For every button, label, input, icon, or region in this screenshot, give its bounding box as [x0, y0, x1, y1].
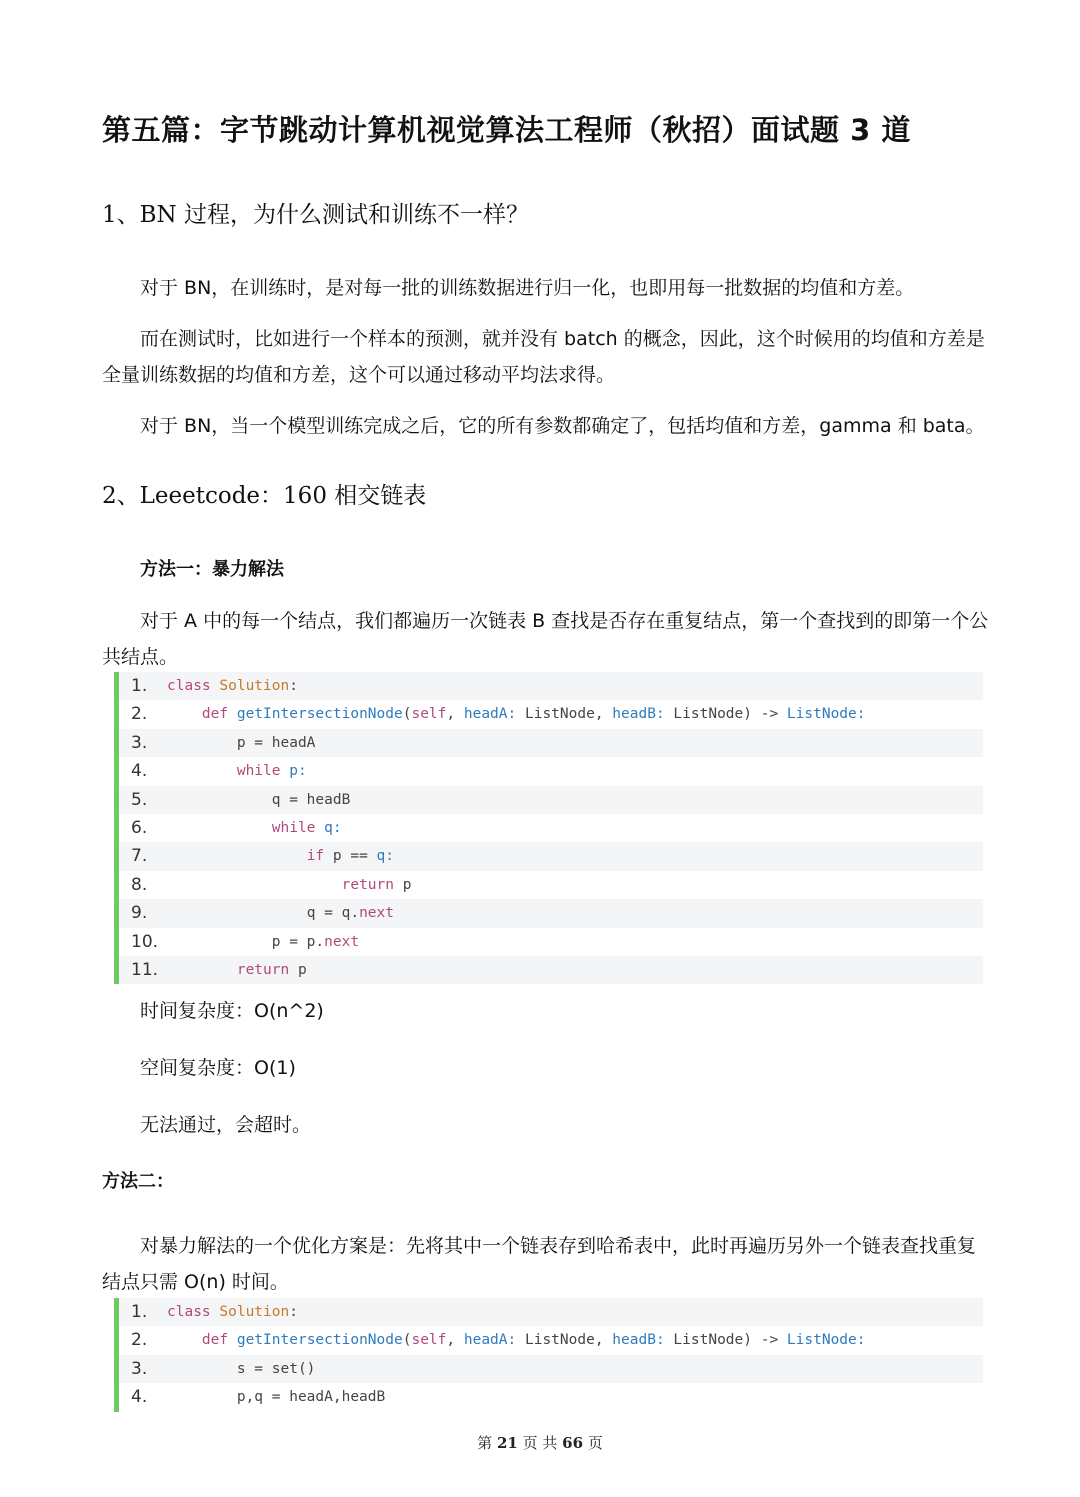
punct: (: [402, 706, 412, 723]
param-name: headB:: [612, 1332, 665, 1349]
code-line: [119, 928, 983, 956]
arrow: ) ->: [743, 1332, 779, 1349]
code-text: p: [402, 876, 412, 893]
code-line: [119, 757, 983, 785]
line-number: 9.: [131, 903, 148, 924]
punct: ,: [446, 1332, 456, 1349]
return-type: ListNode:: [786, 706, 866, 723]
total-pages: 66: [562, 1434, 584, 1452]
keyword: return: [236, 961, 290, 978]
punct: :: [289, 1304, 298, 1320]
line-number: 3.: [131, 732, 148, 753]
method-2-desc-line-1: 对暴力解法的一个优化方案是：先将其中一个链表存到哈希表中，此时再遍历另外一个链表查找重复: [140, 1235, 977, 1257]
code-line: [119, 871, 983, 899]
code-block-2: [114, 1298, 983, 1412]
code-line: [119, 956, 983, 984]
keyword: class: [167, 1304, 211, 1320]
line-number: 2.: [131, 704, 148, 725]
footer-suffix: 页: [587, 1434, 603, 1452]
punct: ,: [594, 706, 604, 723]
code-line: [119, 700, 983, 728]
code-text: p,q = headA,headB: [236, 1389, 386, 1406]
code-text: p = headA: [236, 734, 316, 751]
line-number: 11.: [131, 959, 159, 980]
punct: (: [402, 1332, 412, 1349]
code-text: p: [297, 961, 307, 978]
space-complexity: 空间复杂度：O(1): [140, 1057, 296, 1079]
time-complexity: 时间复杂度：O(n^2): [140, 1000, 324, 1022]
code-line: [119, 729, 983, 757]
class-name: Solution: [219, 1304, 290, 1320]
type-name: ListNode: [524, 706, 595, 723]
type-name: ListNode: [524, 1332, 595, 1349]
attribute: next: [324, 933, 360, 950]
question-1-heading: 1、BN 过程，为什么测试和训练不一样？: [102, 202, 529, 228]
result-note: 无法通过，会超时。: [140, 1114, 312, 1136]
method-1-title: 方法一：暴力解法: [140, 559, 284, 580]
function-name: getIntersectionNode: [236, 1332, 403, 1349]
q1-paragraph-3: 对于 BN，当一个模型训练完成之后，它的所有参数都确定了，包括均值和方差，gamma 和 bata。: [140, 415, 985, 437]
type-name: ListNode: [673, 706, 744, 723]
q1-paragraph-1: 对于 BN，在训练时，是对每一批的训练数据进行归一化，也即用每一批数据的均值和方差。: [140, 277, 915, 299]
punct: ,: [594, 1332, 604, 1349]
keyword: if: [306, 848, 325, 865]
arrow: ) ->: [743, 706, 779, 723]
code-text: p = p.: [271, 933, 325, 950]
self-param: self: [411, 1332, 447, 1349]
page-footer: [0, 1432, 1080, 1453]
line-number: 4.: [131, 761, 148, 782]
type-name: ListNode: [673, 1332, 744, 1349]
footer-prefix: 第: [477, 1434, 493, 1452]
keyword: class: [167, 678, 211, 694]
line-number: 2.: [131, 1330, 148, 1351]
code-block-1: [114, 672, 983, 984]
code-text: q = headB: [271, 791, 351, 808]
method-1-desc-line-1: 对于 A 中的每一个结点，我们都遍历一次链表 B 查找是否存在重复结点，第一个查找到的即第一个公: [140, 610, 989, 632]
question-2-heading: 2、Leeetcode：160 相交链表: [102, 483, 427, 509]
param-name: headB:: [612, 706, 665, 723]
method-1-desc-line-2: 共结点。: [102, 646, 179, 668]
attribute: next: [359, 905, 394, 922]
code-text: q:: [376, 848, 395, 865]
code-text: s = set(): [236, 1360, 316, 1377]
code-text: q = q.: [306, 905, 360, 922]
param-name: headA:: [463, 706, 517, 723]
method-2-desc-line-2: 结点只需 O(n) 时间。: [102, 1271, 289, 1293]
keyword: def: [201, 706, 229, 723]
q1-paragraph-2-line-2: 全量训练数据的均值和方差，这个可以通过移动平均法求得。: [102, 364, 616, 386]
code-line: [119, 1383, 983, 1411]
code-line: [119, 842, 983, 870]
line-number: 3.: [131, 1358, 148, 1379]
footer-middle: 页 共: [522, 1434, 558, 1452]
line-number: 4.: [131, 1387, 148, 1408]
code-text: q:: [324, 819, 342, 836]
line-number: 8.: [131, 874, 148, 895]
code-line: [119, 672, 983, 700]
keyword: while: [271, 819, 316, 836]
method-2-title: 方法二：: [102, 1171, 174, 1192]
code-line: [119, 1298, 983, 1326]
param-name: headA:: [463, 1332, 517, 1349]
self-param: self: [411, 706, 447, 723]
punct: :: [289, 678, 298, 694]
line-number: 1.: [131, 676, 148, 696]
code-text: p:: [289, 763, 307, 780]
code-line: [119, 786, 983, 814]
line-number: 10.: [131, 931, 159, 952]
line-number: 1.: [131, 1302, 148, 1322]
function-name: getIntersectionNode: [236, 706, 403, 723]
return-type: ListNode:: [786, 1332, 866, 1349]
code-line: [119, 1355, 983, 1383]
keyword: def: [201, 1332, 229, 1349]
keyword: return: [341, 876, 394, 893]
q1-paragraph-2-line-1: 而在测试时，比如进行一个样本的预测，就并没有 batch 的概念，因此，这个时候用的均值和方差是: [140, 328, 985, 350]
class-name: Solution: [219, 678, 290, 694]
line-number: 5.: [131, 789, 148, 810]
line-number: 6.: [131, 817, 148, 838]
keyword: while: [236, 763, 281, 780]
page-title: 第五篇：字节跳动计算机视觉算法工程师（秋招）面试题 3 道: [102, 113, 911, 147]
code-line: [119, 1326, 983, 1354]
code-line: [119, 814, 983, 842]
line-number: 7.: [131, 846, 148, 867]
punct: ,: [446, 706, 456, 723]
code-text: p ==: [332, 848, 368, 865]
code-line: [119, 899, 983, 927]
current-page-number: 21: [496, 1434, 518, 1452]
